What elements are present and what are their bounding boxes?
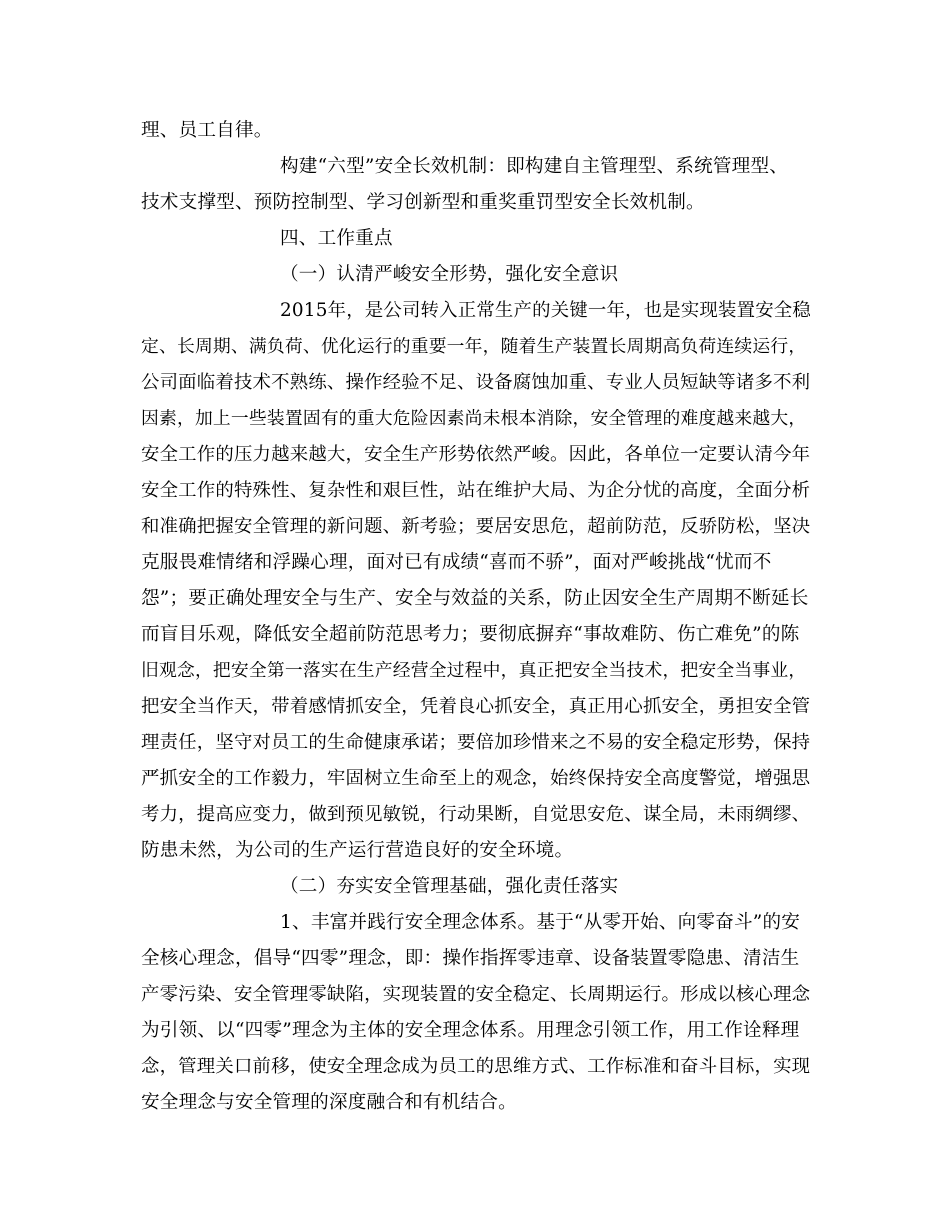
text-line: 怨”；要正确处理安全与生产、安全与效益的关系，防止因安全生产周期不断延长 [141, 588, 809, 609]
text-line: 考力，提高应变力，做到预见敏锐，行动果断，自觉思安危、谋全局，未雨绸缪、 [141, 804, 811, 825]
text-line: 克服畏难情绪和浮躁心理，面对已有成绩“喜而不骄”，面对严峻挑战“忧而不 [141, 552, 772, 573]
text-line: 而盲目乐观，降低安全超前防范思考力；要彻底摒弃“事故难防、伤亡难免”的陈 [141, 624, 800, 645]
text-line: 旧观念，把安全第一落实在生产经营全过程中，真正把安全当技术，把安全当事业， [141, 660, 807, 681]
text-line: 因素，加上一些装置固有的重大危险因素尚未根本消除，安全管理的难度越来越大， [141, 408, 807, 429]
section-heading: 四、工作重点 [280, 228, 393, 249]
text-line: 安全工作的特殊性、复杂性和艰巨性，站在维护大局、为企分忧的高度，全面分析 [141, 480, 811, 501]
subsection-heading: （一）认清严峻安全形势，强化安全意识 [280, 264, 619, 285]
text-line: 和准确把握安全管理的新问题、新考验；要居安思危，超前防范，反骄防松，坚决 [141, 516, 811, 537]
text-line: 产零污染、安全管理零缺陷，实现装置的安全稳定、长周期运行。形成以核心理念 [141, 984, 811, 1005]
text-line: 技术支撑型、预防控制型、学习创新型和重奖重罚型安全长效机制。 [141, 192, 705, 213]
text-line: 2015年，是公司转入正常生产的关键一年，也是实现装置安全稳 [280, 300, 811, 321]
text-line: 严抓安全的工作毅力，牢固树立生命至上的观念，始终保持安全高度警觉，增强思 [141, 768, 811, 789]
subsection-heading: （二）夯实安全管理基础，强化责任落实 [280, 876, 619, 897]
text-line: 安全工作的压力越来越大，安全生产形势依然严峻。因此，各单位一定要认清今年 [141, 444, 811, 465]
text-line: 公司面临着技术不熟练、操作经验不足、设备腐蚀加重、专业人员短缺等诸多不利 [141, 372, 811, 393]
text-line: 安全理念与安全管理的深度融合和有机结合。 [141, 1092, 517, 1113]
text-line: 防患未然，为公司的生产运行营造良好的安全环境。 [141, 840, 574, 861]
text-line: 定、长周期、满负荷、优化运行的重要一年，随着生产装置长周期高负荷连续运行， [141, 336, 807, 357]
text-line: 理责任，坚守对员工的生命健康承诺；要倍加珍惜来之不易的安全稳定形势，保持 [141, 732, 811, 753]
text-line: 理、员工自律。 [141, 120, 273, 141]
text-line: 全核心理念，倡导“四零”理念，即：操作指挥零违章、设备装置零隐患、清洁生 [141, 948, 800, 969]
text-line: 把安全当作天，带着感情抓安全，凭着良心抓安全，真正用心抓安全，勇担安全管 [141, 696, 811, 717]
text-line: 为引领、以“四零”理念为主体的安全理念体系。用理念引领工作，用工作诠释理 [141, 1020, 800, 1041]
text-line: 构建“六型”安全长效机制：即构建自主管理型、系统管理型、 [280, 156, 789, 177]
text-line: 念，管理关口前移，使安全理念成为员工的思维方式、工作标准和奋斗目标，实现 [141, 1056, 811, 1077]
text-line: 1、丰富并践行安全理念体系。基于“从零开始、向零奋斗”的安 [280, 912, 801, 933]
